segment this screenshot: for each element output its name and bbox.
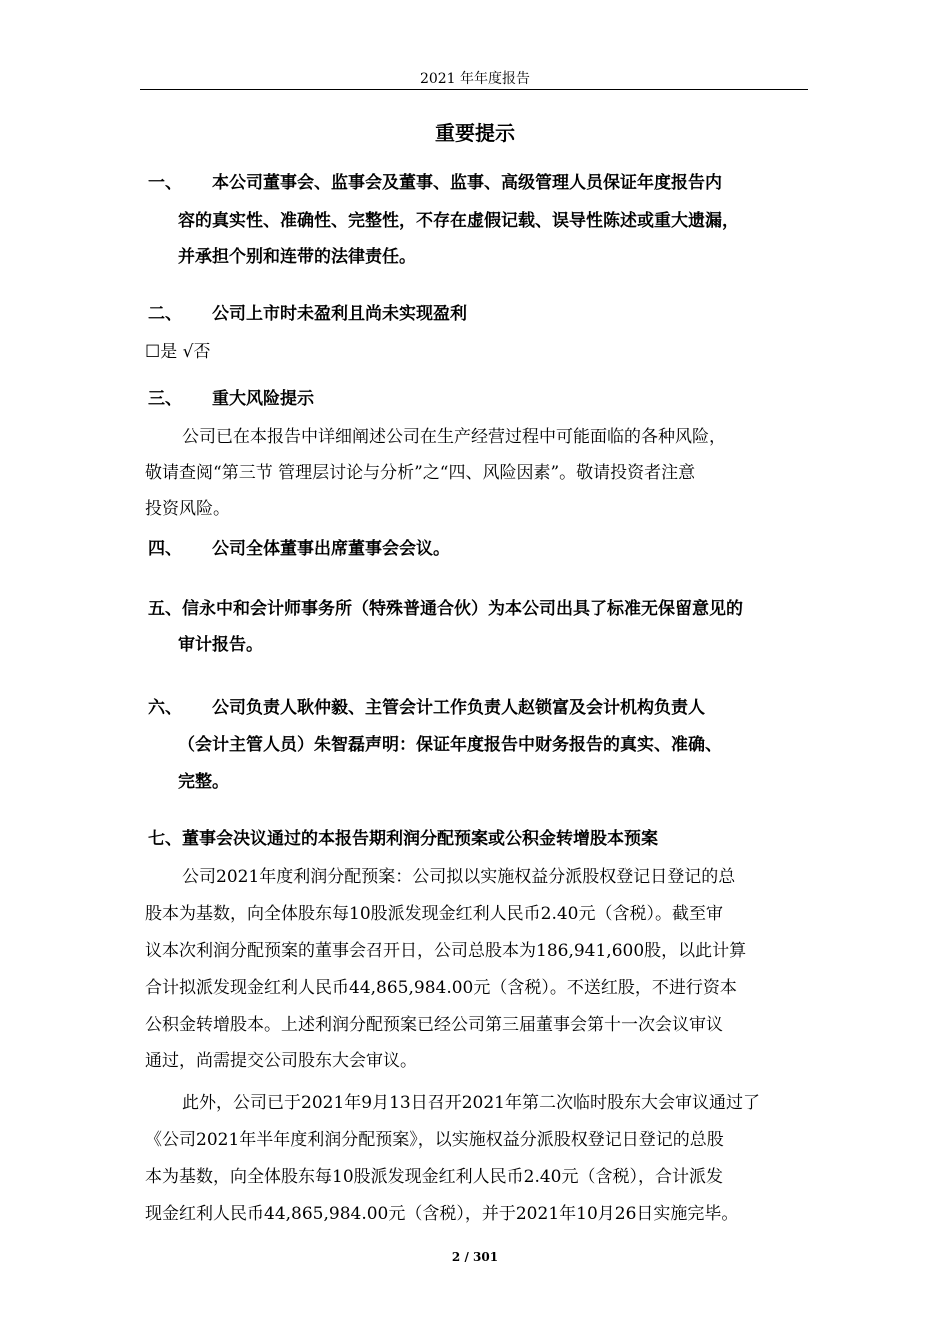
page-number: 2 / 301	[451, 1250, 499, 1264]
section-7-p1-line-4: 合计拟派发现金红利人民币44,865,984.00元（含税）。不送红股，不进行资本	[145, 978, 737, 998]
section-7-title: 七、董事会决议通过的本报告期利润分配预案或公积金转增股本预案	[148, 829, 658, 849]
section-1-line-3: 并承担个别和连带的法律责任。	[178, 247, 416, 267]
section-7-p1-line-5: 公积金转增股本。上述利润分配预案已经公司第三届董事会第十一次会议审议	[145, 1015, 723, 1035]
section-1-line-2: 容的真实性、准确性、完整性，不存在虚假记载、误导性陈述或重大遗漏，	[178, 211, 739, 231]
section-7-p1-line-1: 公司2021年度利润分配预案：公司拟以实施权益分派股权登记日登记的总	[182, 867, 736, 887]
section-6-number: 六、	[148, 698, 182, 718]
section-2-number: 二、	[148, 304, 182, 324]
section-7-p1-line-6: 通过，尚需提交公司股东大会审议。	[145, 1051, 417, 1071]
section-2-choice: ☐是 √否	[145, 342, 211, 362]
section-7-p1-line-2: 股本为基数，向全体股东每10股派发现金红利人民币2.40元（含税）。截至审	[145, 904, 723, 924]
section-2-title: 公司上市时未盈利且尚未实现盈利	[212, 304, 467, 324]
section-4-number: 四、	[148, 539, 182, 559]
section-1-line-1: 本公司董事会、监事会及董事、监事、高级管理人员保证年度报告内	[212, 173, 722, 193]
section-1-number: 一、	[148, 173, 182, 193]
section-3-line-1: 公司已在本报告中详细阐述公司在生产经营过程中可能面临的各种风险，	[182, 427, 726, 447]
running-header: 2021 年年度报告	[419, 71, 531, 87]
section-7-p2-line-2: 《公司2021年半年度利润分配预案》，以实施权益分派股权登记日登记的总股	[145, 1130, 724, 1150]
section-7-p2-line-1: 此外，公司已于2021年9月13日召开2021年第二次临时股东大会审议通过了	[182, 1093, 760, 1113]
section-6-line-3: 完整。	[178, 772, 229, 792]
header-rule	[140, 89, 808, 90]
section-7-p1-line-3: 议本次利润分配预案的董事会召开日，公司总股本为186,941,600股，以此计算	[145, 941, 747, 961]
section-3-number: 三、	[148, 389, 182, 409]
page-title: 重要提示	[435, 121, 515, 145]
section-7-p2-line-4: 现金红利人民币44,865,984.00元（含税），并于2021年10月26日实施完毕。	[145, 1204, 739, 1224]
section-5-line-1: 五、信永中和会计师事务所（特殊普通合伙）为本公司出具了标准无保留意见的	[148, 599, 743, 619]
section-3-line-2: 敬请查阅“第三节 管理层讨论与分析”之“四、风险因素”。敬请投资者注意	[145, 463, 696, 483]
section-3-line-3: 投资风险。	[145, 499, 230, 519]
section-4-title: 公司全体董事出席董事会会议。	[212, 539, 450, 559]
section-5-line-2: 审计报告。	[178, 635, 263, 655]
section-7-p2-line-3: 本为基数，向全体股东每10股派发现金红利人民币2.40元（含税），合计派发	[145, 1167, 723, 1187]
section-6-line-2: （会计主管人员）朱智磊声明：保证年度报告中财务报告的真实、准确、	[178, 735, 722, 755]
section-6-line-1: 公司负责人耿仲毅、主管会计工作负责人赵锁富及会计机构负责人	[212, 698, 705, 718]
section-3-title: 重大风险提示	[212, 389, 314, 409]
